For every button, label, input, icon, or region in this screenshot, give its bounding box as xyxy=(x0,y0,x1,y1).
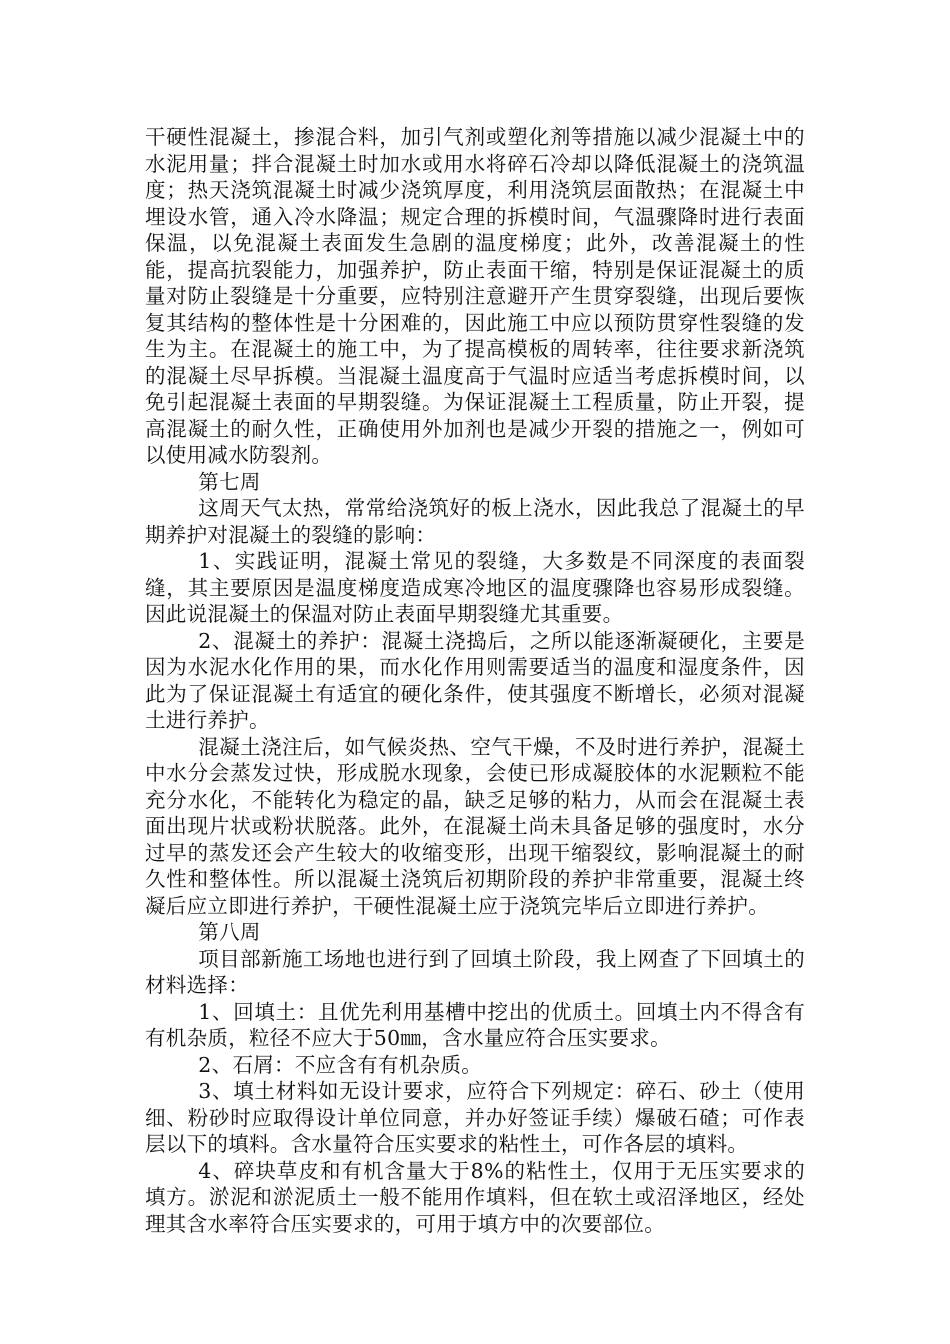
paragraph-item-1-practice: 1、实践证明，混凝土常见的裂缝，大多数是不同深度的表面裂缝，其主要原因是温度梯度造成寒冷地区的温度骤降也容易形成裂缝。因此说混凝土的保温对防止表面早期裂缝尤其重要。 xyxy=(145,549,805,626)
paragraph-week-7-intro: 这周天气太热，常常给浇筑好的板上浇水，因此我总了混凝土的早期养护对混凝土的裂缝的影响： xyxy=(145,496,805,547)
paragraph-stone-chips: 2、石屑：不应含有有机杂质。 xyxy=(198,1052,483,1077)
document-page xyxy=(145,124,805,1237)
paragraph-item-2-curing: 2、混凝土的养护：混凝土浇捣后，之所以能逐渐凝硬化，主要是因为水泥水化作用的果，而水化作用则需要适当的温度和湿度条件，因此为了保证混凝土有适宜的硬化条件，使其强度不断增长，必须对混凝土进行养护。 xyxy=(145,628,805,732)
paragraph-backfill-soil: 1、回填土：且优先利用基槽中挖出的优质土。回填土内不得含有有机杂质，粒径不应大于50㎜，含水量应符合压实要求。 xyxy=(145,999,805,1050)
paragraph-crack-prevention: 干硬性混凝土，掺混合料，加引气剂或塑化剂等措施以减少混凝土中的水泥用量；拌合混凝土时加水或用水将碎石冷却以降低混凝土的浇筑温度；热天浇筑混凝土时减少浇筑厚度，利用浇筑层面散热；在混凝土中埋设水管，通入冷水降温；规定合理的拆模时间，气温骤降时进行表面保温，以免混凝土表面发生急剧的温度梯度；此外，改善混凝土的性能，提高抗裂能力，加强养护，防止表面干缩，特别是保证混凝土的质量对防止裂缝是十分重要，应特别注意避开产生贯穿裂缝，出现后要恢复其结构的整体性是十分困难的，因此施工中应以预防贯穿性裂缝的发生为主。在混凝土的施工中，为了提高模板的周转率，往往要求新浇筑的混凝土尽早拆模。当混凝土温度高于气温时应适当考虑拆模时间，以免引起混凝土表面的早期裂缝。为保证混凝土工程质量，防止开裂，提高混凝土的耐久性，正确使用外加剂也是减少开裂的措施之一，例如可以使用减水防裂剂。 xyxy=(145,125,805,467)
paragraph-fill-materials: 3、填土材料如无设计要求，应符合下列规定：碎石、砂土（使用细、粉砂时应取得设计单位同意，并办好签证手续）爆破石碴；可作表层以下的填料。含水量符合压实要求的粘性土，可作各层的填料。 xyxy=(145,1079,805,1156)
paragraph-curing-detail: 混凝土浇注后，如气候炎热、空气干燥，不及时进行养护，混凝土中水分会蒸发过快，形成脱水现象，会使已形成凝胶体的水泥颗粒不能充分水化，不能转化为稳定的晶，缺乏足够的粘力，从而会在混凝土表面出现片状或粉状脱落。此外，在混凝土尚未具备足够的强度时，水分过早的蒸发还会产生较大的收缩变形，出现干缩裂纹，影响混凝土的耐久性和整体性。所以混凝土浇筑后初期阶段的养护非常重要，混凝土终凝后应立即进行养护，干硬性混凝土应于浇筑完毕后立即进行养护。 xyxy=(145,734,805,918)
heading-week-7: 第七周 xyxy=(198,469,261,494)
paragraph-week-8-intro: 项目部新施工场地也进行到了回填土阶段，我上网查了下回填土的材料选择： xyxy=(145,946,805,997)
paragraph-turf-clay: 4、碎块草皮和有机含量大于8%的粘性土，仅用于无压实要求的填方。淤泥和淤泥质土一般不能用作填料，但在软土或沼泽地区，经处理其含水率符合压实要求的，可用于填方中的次要部位。 xyxy=(145,1158,805,1236)
heading-week-8: 第八周 xyxy=(198,920,261,944)
